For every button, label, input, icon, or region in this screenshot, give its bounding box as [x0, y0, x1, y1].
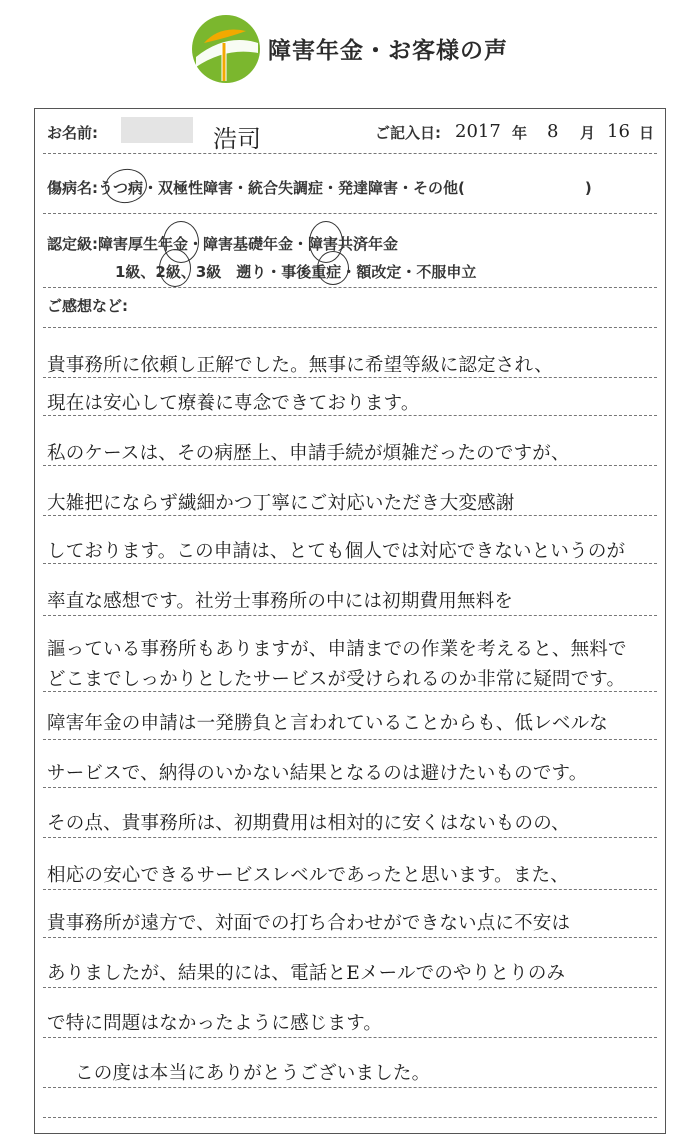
- divider: [43, 327, 657, 328]
- divider: [43, 691, 657, 692]
- diagnosis-circle: [103, 166, 149, 206]
- name-label: お名前:: [47, 124, 98, 142]
- divider: [43, 615, 657, 616]
- date-month-unit: 月: [580, 124, 596, 142]
- comment-line: 貴事務所に依頼し正解でした。無事に希望等級に認定され、: [47, 355, 554, 376]
- diagnosis-line: 傷病名:うつ病・双極性障害・統合失調症・発達障害・その他( ): [47, 179, 592, 197]
- divider: [43, 1037, 657, 1038]
- divider: [43, 515, 657, 516]
- divider: [43, 787, 657, 788]
- divider: [43, 937, 657, 938]
- level-line-2: 1級、2級、3級 遡り・事後重症・額改定・不服申立: [115, 263, 477, 281]
- divider: [43, 1117, 657, 1118]
- comment-line: 大雑把にならず繊細かつ丁寧にご対応いただき大変感謝: [47, 493, 515, 514]
- divider: [43, 153, 657, 154]
- divider: [43, 213, 657, 214]
- level-line-1: 認定級:障害厚生年金・障害基礎年金・障害共済年金: [47, 235, 399, 253]
- divider: [43, 1087, 657, 1088]
- comment-line: 謳っている事務所もありますが、申請までの作業を考えると、無料で: [47, 639, 627, 660]
- date-year: 2017: [455, 121, 501, 142]
- divider: [43, 837, 657, 838]
- page-header: [0, 0, 697, 100]
- divider: [43, 987, 657, 988]
- divider: [43, 889, 657, 890]
- comment-line: 貴事務所が遠方で、対面での打ち合わせができない点に不安は: [47, 913, 571, 934]
- divider: [43, 287, 657, 288]
- comment-line: ありましたが、結果的には、電話とEメールでのやりとりのみ: [47, 963, 566, 984]
- comments-label: ご感想など:: [47, 297, 128, 315]
- date-month: 8: [547, 121, 559, 142]
- comment-line: 障害年金の申請は一発勝負と言われていることからも、低レベルな: [47, 713, 609, 734]
- name-value: 浩司: [213, 125, 261, 153]
- divider: [43, 465, 657, 466]
- divider: [43, 563, 657, 564]
- comment-line: で特に問題はなかったように感じます。: [47, 1013, 383, 1034]
- comment-line: この度は本当にありがとうございました。: [75, 1063, 431, 1084]
- divider: [43, 739, 657, 740]
- date-label: ご記入日:: [375, 124, 441, 142]
- comment-line: 現在は安心して療養に専念できております。: [47, 393, 420, 414]
- page-title: 障害年金・お客様の声: [268, 38, 508, 64]
- date-day: 16: [607, 121, 630, 142]
- comment-line: 私のケースは、その病歴上、申請手続が煩雑だったのですが、: [47, 443, 570, 464]
- level-circle: [159, 249, 191, 287]
- comment-line: サービスで、納得のいかない結果となるのは避けたいものです。: [47, 763, 588, 784]
- name-redaction: [121, 117, 193, 143]
- comment-line: その点、貴事務所は、初期費用は相対的に安くはないものの、: [47, 813, 570, 834]
- comment-line: 率直な感想です。社労士事務所の中には初期費用無料を: [47, 591, 514, 612]
- date-year-unit: 年: [512, 124, 528, 142]
- post-onset-circle: [317, 251, 349, 285]
- comment-line: どこまでしっかりとしたサービスが受けられるのか非常に疑問です。: [47, 669, 626, 690]
- divider: [43, 415, 657, 416]
- date-day-unit: 日: [639, 124, 655, 142]
- divider: [43, 377, 657, 378]
- customer-feedback-card: [34, 108, 666, 1134]
- leaf-logo-icon: [190, 13, 262, 85]
- comment-line: しております。この申請は、とても個人では対応できないというのが: [47, 541, 626, 562]
- comment-line: 相応の安心できるサービスレベルであったと思います。また、: [47, 865, 569, 886]
